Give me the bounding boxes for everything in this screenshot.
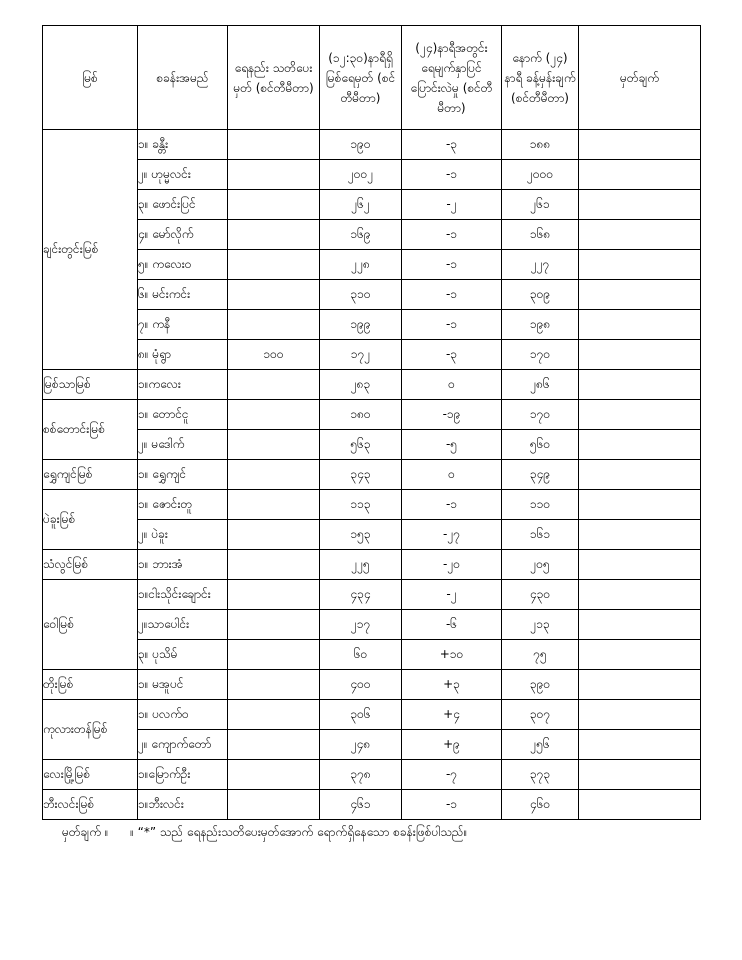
table-row	[43, 670, 701, 700]
level-change: -၆	[402, 610, 502, 640]
warning-level	[228, 700, 320, 730]
current-level: ၄၃၄	[320, 580, 402, 610]
table-row	[43, 190, 701, 220]
current-level: ၄၆၁	[320, 790, 402, 820]
remark	[579, 670, 701, 700]
river-name: စစ်တောင်းမြစ်	[43, 400, 138, 460]
remark	[579, 490, 701, 520]
table-body	[43, 130, 701, 820]
current-level: ၂၂၅	[320, 550, 402, 580]
forecast-level: ၂၀၀၀	[502, 160, 579, 190]
table-row	[43, 490, 701, 520]
station-name: ၂။ မဒေါက်	[138, 430, 228, 460]
forecast-level: ၇၅	[502, 640, 579, 670]
level-change: -၁	[402, 250, 502, 280]
forecast-level: ၃၀၉	[502, 280, 579, 310]
forecast-level: ၃၉၀	[502, 670, 579, 700]
table-row	[43, 340, 701, 370]
forecast-level: ၄၆၀	[502, 790, 579, 820]
warning-level	[228, 610, 320, 640]
table-row	[43, 250, 701, 280]
level-change: -၂	[402, 580, 502, 610]
table-row	[43, 460, 701, 490]
forecast-level: ၃၀၇	[502, 700, 579, 730]
forecast-level: ၁၆၈	[502, 220, 579, 250]
remark	[579, 280, 701, 310]
table-row	[43, 430, 701, 460]
remark	[579, 790, 701, 820]
level-change: ၀	[402, 460, 502, 490]
table-row	[43, 580, 701, 610]
river-name: လေးမြို့မြစ်	[43, 760, 138, 790]
forecast-level: ၃၄၉	[502, 460, 579, 490]
footnote	[62, 824, 485, 842]
table-row	[43, 550, 701, 580]
current-level: ၁၇၂	[320, 340, 402, 370]
forecast-level: ၄၃၀	[502, 580, 579, 610]
warning-level	[228, 430, 320, 460]
footnote-label: မှတ်ချက် ။	[62, 825, 109, 839]
current-level: ၁၉၀	[320, 130, 402, 160]
level-change: -၂၇	[402, 520, 502, 550]
level-change: +၉	[402, 730, 502, 760]
warning-level	[228, 460, 320, 490]
current-level: ၂၂၈	[320, 250, 402, 280]
current-level: ၃၁၀	[320, 280, 402, 310]
level-change: -၃	[402, 340, 502, 370]
header-remark: မှတ်ချက်	[579, 26, 701, 130]
remark	[579, 640, 701, 670]
station-name: ၁။ ပလက်ဝ	[138, 700, 228, 730]
station-name: ၅။ ကလေးဝ	[138, 250, 228, 280]
remark	[579, 580, 701, 610]
river-name: ဝေါမြစ်	[43, 580, 138, 670]
river-name: မြစ်သာမြစ်	[43, 370, 138, 400]
remark	[579, 700, 701, 730]
header-warning-level: ရေနည်း သတိပေးမှတ် (စင်တီမီတာ)	[228, 26, 320, 130]
warning-level	[228, 550, 320, 580]
river-name: ချင်းတွင်းမြစ်	[43, 130, 138, 370]
current-level: ၃၇၈	[320, 760, 402, 790]
station-name: ၃။ ဖောင်းပြင်	[138, 190, 228, 220]
remark	[579, 190, 701, 220]
table-row	[43, 700, 701, 730]
table-row	[43, 730, 701, 760]
current-level: ၂၄၈	[320, 730, 402, 760]
warning-level	[228, 490, 320, 520]
warning-level	[228, 790, 320, 820]
forecast-level: ၂၂၇	[502, 250, 579, 280]
station-name: ၂။သာပေါင်း	[138, 610, 228, 640]
table-row	[43, 370, 701, 400]
station-name: ၄။ မော်လိုက်	[138, 220, 228, 250]
warning-level	[228, 250, 320, 280]
remark	[579, 370, 701, 400]
warning-level: ၁၀၀	[228, 340, 320, 370]
header-river: မြစ်	[43, 26, 138, 130]
header-station: စခန်းအမည်	[138, 26, 228, 130]
warning-level	[228, 190, 320, 220]
forecast-level: ၁၆၁	[502, 520, 579, 550]
footnote-text: ။ “*” သည် ရေနည်းသတိပေးမှတ်အောက် ရောက်ရှိနေသော စခန်းဖြစ်ပါသည်။	[130, 825, 468, 839]
table-row	[43, 610, 701, 640]
remark	[579, 760, 701, 790]
river-name: ဘီးလင်းမြစ်	[43, 790, 138, 820]
station-name: ၃။ ပုသိမ်	[138, 640, 228, 670]
table-row	[43, 400, 701, 430]
remark	[579, 460, 701, 490]
warning-level	[228, 220, 320, 250]
forecast-level: ၁၁၀	[502, 490, 579, 520]
forecast-level: ၂၈၆	[502, 370, 579, 400]
station-name: ၂။ ဟုမ္မလင်း	[138, 160, 228, 190]
warning-level	[228, 670, 320, 700]
warning-level	[228, 370, 320, 400]
level-change: -၁	[402, 310, 502, 340]
current-level: ၄၀၀	[320, 670, 402, 700]
current-level: ၂၀၀၂	[320, 160, 402, 190]
forecast-level: ၂၆၁	[502, 190, 579, 220]
warning-level	[228, 310, 320, 340]
current-level: ၁၉၉	[320, 310, 402, 340]
warning-level	[228, 280, 320, 310]
forecast-level: ၁၇၀	[502, 400, 579, 430]
level-change: +၃	[402, 670, 502, 700]
remark	[579, 610, 701, 640]
level-change: -၁	[402, 220, 502, 250]
river-name: တိုးမြစ်	[43, 670, 138, 700]
station-name: ၁။ဘီးလင်း	[138, 790, 228, 820]
river-name: သံလွင်မြစ်	[43, 550, 138, 580]
warning-level	[228, 400, 320, 430]
remark	[579, 250, 701, 280]
table-row	[43, 280, 701, 310]
station-name: ၁။ကလေး	[138, 370, 228, 400]
warning-level	[228, 520, 320, 550]
warning-level	[228, 760, 320, 790]
remark	[579, 220, 701, 250]
table-row	[43, 520, 701, 550]
table-row	[43, 130, 701, 160]
current-level: ၃၀၆	[320, 700, 402, 730]
station-name: ၂။ ပဲခူး	[138, 520, 228, 550]
level-change: -၂၀	[402, 550, 502, 580]
station-name: ၁။ ခန္တီး	[138, 130, 228, 160]
station-name: ၁။ တောင်ငူ	[138, 400, 228, 430]
level-change: -၁	[402, 790, 502, 820]
header-current-level: (၁၂:၃၀)နာရီရှိ မြစ်ရေမှတ် (စင်တီမီတာ)	[320, 26, 402, 130]
remark	[579, 160, 701, 190]
forecast-level: ၂၀၅	[502, 550, 579, 580]
forecast-level: ၂၅၆	[502, 730, 579, 760]
remark	[579, 550, 701, 580]
current-level: ၁၈၀	[320, 400, 402, 430]
table-header	[43, 26, 701, 130]
remark	[579, 730, 701, 760]
warning-level	[228, 640, 320, 670]
station-name: ၁။ ဇောင်းတူ	[138, 490, 228, 520]
header-change: (၂၄)နာရီအတွင်း ရေမျက်နှာပြင် ပြောင်းလဲမှု (စင်တီမီတာ)	[402, 26, 502, 130]
level-change: -၃	[402, 130, 502, 160]
river-name: ရွှေကျင်မြစ်	[43, 460, 138, 490]
current-level: ၅၆၃	[320, 430, 402, 460]
warning-level	[228, 580, 320, 610]
station-name: ၁။ငါးသိုင်းချောင်း	[138, 580, 228, 610]
station-name: ၂။ ကျောက်တော်	[138, 730, 228, 760]
level-change: +၁၀	[402, 640, 502, 670]
level-change: -၂	[402, 190, 502, 220]
remark	[579, 400, 701, 430]
level-change: -၁	[402, 490, 502, 520]
current-level: ၆၀	[320, 640, 402, 670]
current-level: ၁၁၃	[320, 490, 402, 520]
warning-level	[228, 160, 320, 190]
current-level: ၃၄၃	[320, 460, 402, 490]
current-level: ၁၆၉	[320, 220, 402, 250]
current-level: ၁၅၃	[320, 520, 402, 550]
table-row	[43, 790, 701, 820]
forecast-level: ၁၈၈	[502, 130, 579, 160]
station-name: ၁။ ရွှေကျင်	[138, 460, 228, 490]
remark	[579, 520, 701, 550]
current-level: ၂၆၂	[320, 190, 402, 220]
level-change: -၁	[402, 280, 502, 310]
river-level-table	[42, 25, 701, 820]
station-name: ၁။ မအူပင်	[138, 670, 228, 700]
warning-level	[228, 730, 320, 760]
table-row	[43, 160, 701, 190]
table-row	[43, 220, 701, 250]
table-row	[43, 760, 701, 790]
station-name: ၁။မြောက်ဦး	[138, 760, 228, 790]
station-name: ၆။ မင်းကင်း	[138, 280, 228, 310]
forecast-level: ၅၆၀	[502, 430, 579, 460]
remark	[579, 430, 701, 460]
level-change: -၁၉	[402, 400, 502, 430]
level-change: -၅	[402, 430, 502, 460]
level-change: -၁	[402, 160, 502, 190]
level-change: -၇	[402, 760, 502, 790]
remark	[579, 340, 701, 370]
remark	[579, 310, 701, 340]
forecast-level: ၁၇၀	[502, 340, 579, 370]
level-change: ၀	[402, 370, 502, 400]
station-name: ၁။ ဘားအံ	[138, 550, 228, 580]
level-change: +၄	[402, 700, 502, 730]
table-row	[43, 640, 701, 670]
forecast-level: ၂၁၃	[502, 610, 579, 640]
forecast-level: ၁၉၈	[502, 310, 579, 340]
current-level: ၂၁၇	[320, 610, 402, 640]
station-name: ၈။ မုံရွာ	[138, 340, 228, 370]
current-level: ၂၈၃	[320, 370, 402, 400]
forecast-level: ၃၇၃	[502, 760, 579, 790]
river-name: ကုလားတန်မြစ်	[43, 700, 138, 760]
station-name: ၇။ ကနီ	[138, 310, 228, 340]
remark	[579, 130, 701, 160]
table-row	[43, 310, 701, 340]
header-forecast: နောက် (၂၄) နာရီ ခန့်မှန်းချက် (စင်တီမီတာ)	[502, 26, 579, 130]
river-name: ပဲခူးမြစ်	[43, 490, 138, 550]
warning-level	[228, 130, 320, 160]
